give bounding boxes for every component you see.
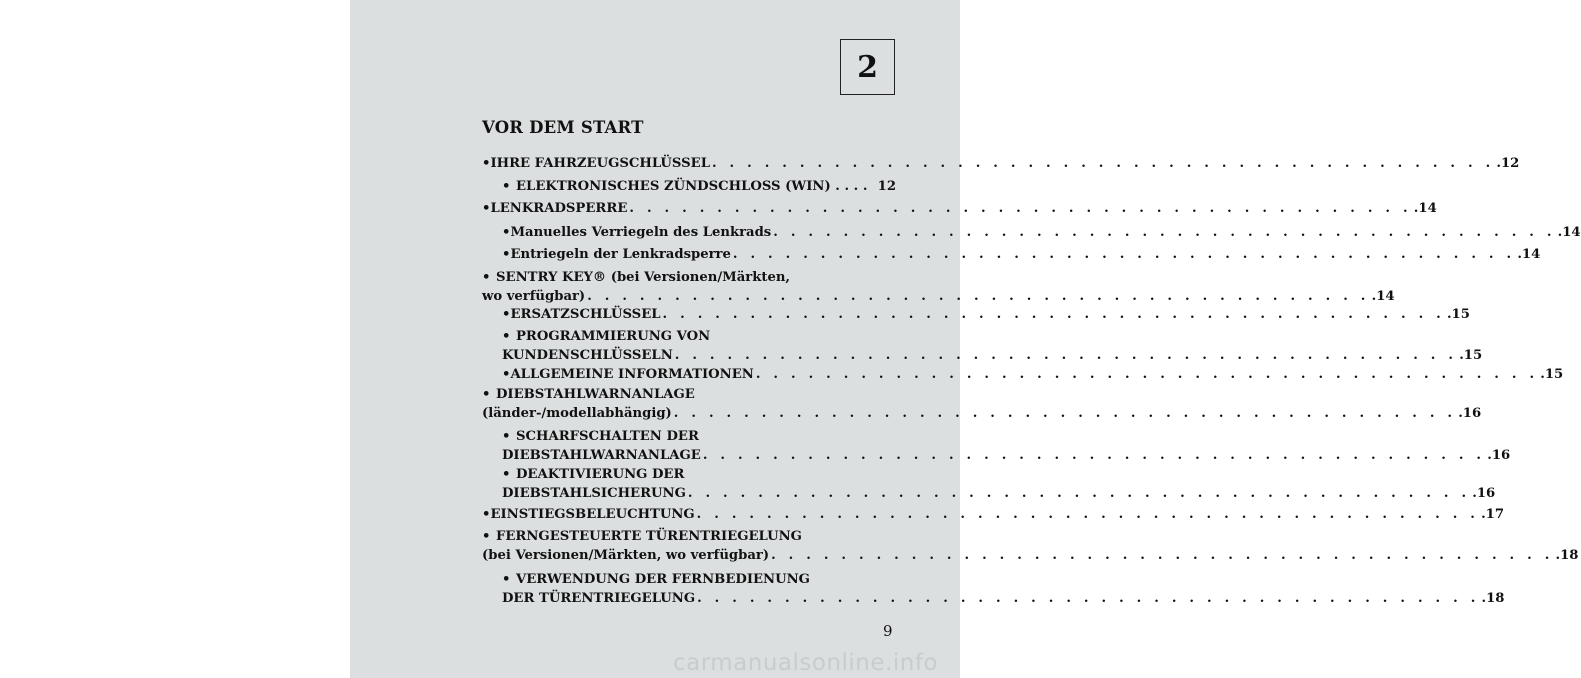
toc-entry[interactable] — [502, 177, 896, 196]
toc-entry[interactable] — [502, 305, 1470, 324]
toc-page-number: .14 — [1413, 201, 1437, 216]
bullet-icon: • — [502, 572, 511, 587]
toc-entry-title: ALLGEMEINE INFORMATIONEN — [510, 367, 754, 382]
toc-entry-title: PROGRAMMIERUNG VON — [516, 329, 711, 344]
toc-entry-title: Entriegeln der Lenkradsperre — [510, 247, 731, 262]
toc-entry[interactable] — [482, 385, 1482, 423]
bullet-icon: • — [502, 429, 511, 444]
manual-page — [350, 0, 1581, 678]
toc-page-number: .16 — [1487, 448, 1511, 463]
toc-entry[interactable] — [502, 365, 1564, 384]
bullet-icon: • — [502, 367, 511, 382]
leader-dots: . . . . . . . . . . . . . . . . . . . . . . . . . . . . . . . . . . . . . . . . . . . . . — [662, 307, 1445, 322]
bullet-icon: • — [502, 179, 511, 194]
toc-entry-title: DEAKTIVIERUNG DER — [516, 467, 685, 482]
leader-dots: . . . . . . . . . . . . . . . . . . . . . . . . . . . . . . . . . . . . . . . . . . . . . — [587, 289, 1370, 304]
toc-page-number: .14 — [1371, 289, 1395, 304]
leader-dots: . . . . . . . . . . . . . . . . . . . . . . . . . . . . . . . . . . . . . . . . . . . . . — [673, 406, 1457, 421]
toc-page-number: .18 — [1481, 591, 1505, 606]
toc-page-number: .14 — [1557, 225, 1581, 240]
bullet-icon: • — [502, 307, 511, 322]
leader-dots: . . . . . . . . . . . . . . . . . . . . . . . . . . . . . . . . . . . . . . . . . . . . . — [732, 247, 1516, 262]
leader-dots: . . . . . . . . . . . . . . . . . . . . . . . . . . . . . . . . . . . . . . . . . . . . . — [702, 448, 1486, 463]
bullet-icon: • — [482, 201, 491, 216]
chapter-number: 2 — [857, 49, 878, 85]
toc-page-number: 12 — [877, 179, 896, 194]
toc-page-number: .14 — [1517, 247, 1541, 262]
toc-page-number: .16 — [1472, 486, 1496, 501]
toc-entry[interactable] — [502, 570, 1505, 608]
toc-page-number: .15 — [1446, 307, 1470, 322]
leader-dots: . . . . . . . . . . . . . . . . . . . . . . . . . . . . . . . . . . . . . . . . . . . . . — [687, 486, 1471, 501]
bullet-icon: • — [482, 529, 491, 544]
leader-dots: . . . . . . . . . . . . . . . . . . . . . . . . . . . . . . . . . . . . . . . . . . . . . — [771, 548, 1554, 563]
bullet-icon: • — [482, 507, 491, 522]
toc-entry-title: LENKRADSPERRE — [490, 201, 628, 216]
toc-entry-title: EINSTIEGSBELEUCHTUNG — [490, 507, 695, 522]
section-title: VOR DEM START — [482, 118, 644, 137]
toc-entry-title: FERNGESTEUERTE TÜRENTRIEGELUNG — [496, 529, 802, 544]
bullet-icon: • — [482, 270, 491, 285]
toc-entry[interactable] — [502, 327, 1483, 365]
toc-entry[interactable] — [502, 223, 1581, 242]
toc-page-number: .18 — [1555, 548, 1579, 563]
toc-entry[interactable] — [482, 154, 1520, 173]
leader-dots: . . . . . . . . . . . . . . . . . . . . . . . . . . . . . . . . . . . . . . . . . . . . . — [711, 156, 1495, 171]
watermark: carmanualsonline.info — [672, 650, 938, 676]
toc-page-number: .12 — [1496, 156, 1520, 171]
toc-entry[interactable] — [502, 465, 1496, 503]
toc-entry[interactable] — [502, 245, 1541, 264]
bullet-icon: • — [502, 467, 511, 482]
toc-entry-title: (länder-/modellabhängig) — [482, 406, 672, 421]
toc-entry[interactable] — [502, 427, 1511, 465]
bullet-icon: • — [482, 156, 491, 171]
toc-entry-title: IHRE FAHRZEUGSCHLÜSSEL — [490, 156, 710, 171]
toc-entry-title: ERSATZSCHLÜSSEL — [510, 307, 661, 322]
toc-entry-title: Manuelles Verriegeln des Lenkrads — [510, 225, 772, 240]
bullet-icon: • — [482, 387, 491, 402]
toc-page-number: .17 — [1481, 507, 1505, 522]
leader-dots: . . . . . . . . . . . . . . . . . . . . . . . . . . . . . . . . . . . . . . . . . . . . . — [697, 591, 1480, 606]
leader-dots: . . . . . . . . . . . . . . . . . . . . . . . . . . . . . . . . . . . . . . . . . . . . . — [696, 507, 1480, 522]
toc-entry-title: DER TÜRENTRIEGELUNG — [502, 591, 696, 606]
leader-dots: . . . . . . . . . . . . . . . . . . . . . . . . . . . . . . . . . . . . . . . . . . . . . — [773, 225, 1556, 240]
leader-dots: . . . . . . . . . . . . . . . . . . . . . . . . . . . . . . . . . . . . . . . . . . . . . — [755, 367, 1539, 382]
leader-dots: . . . . . . . . . . . . . . . . . . . . . . . . . . . . . . . . . . . . . . . . . . . . . — [629, 201, 1412, 216]
toc-entry-title: DIEBSTAHLWARNANLAGE — [496, 387, 695, 402]
toc-entry-title: wo verfügbar) — [482, 289, 586, 304]
toc-entry[interactable] — [482, 268, 1395, 306]
toc-entry-title: SENTRY KEY® (bei Versionen/Märkten, — [496, 270, 791, 285]
toc-entry-title: DIEBSTAHLWARNANLAGE — [502, 448, 701, 463]
toc-entry[interactable] — [482, 527, 1579, 565]
toc-page-number: .15 — [1459, 348, 1483, 363]
toc-entry[interactable] — [482, 505, 1505, 524]
toc-entry-title: KUNDENSCHLÜSSELN — [502, 348, 673, 363]
toc-entry-title: SCHARFSCHALTEN DER — [516, 429, 699, 444]
page-number: 9 — [883, 622, 893, 640]
leader-dots: . . . . . . . . . . . . . . . . . . . . . . . . . . . . . . . . . . . . . . . . . . . . . — [674, 348, 1458, 363]
bullet-icon: • — [502, 247, 511, 262]
bullet-icon: • — [502, 225, 511, 240]
toc-entry-title: ELEKTRONISCHES ZÜNDSCHLOSS (WIN) . . . . — [516, 179, 868, 194]
toc-entry-title: DIEBSTAHLSICHERUNG — [502, 486, 686, 501]
toc-page-number: .15 — [1540, 367, 1564, 382]
toc-entry-title: (bei Versionen/Märkten, wo verfügbar) — [482, 548, 770, 563]
bullet-icon: • — [502, 329, 511, 344]
toc-entry[interactable] — [482, 199, 1437, 218]
toc-entry-title: VERWENDUNG DER FERNBEDIENUNG — [516, 572, 810, 587]
table-of-contents — [350, 0, 1581, 678]
toc-page-number: .16 — [1458, 406, 1482, 421]
